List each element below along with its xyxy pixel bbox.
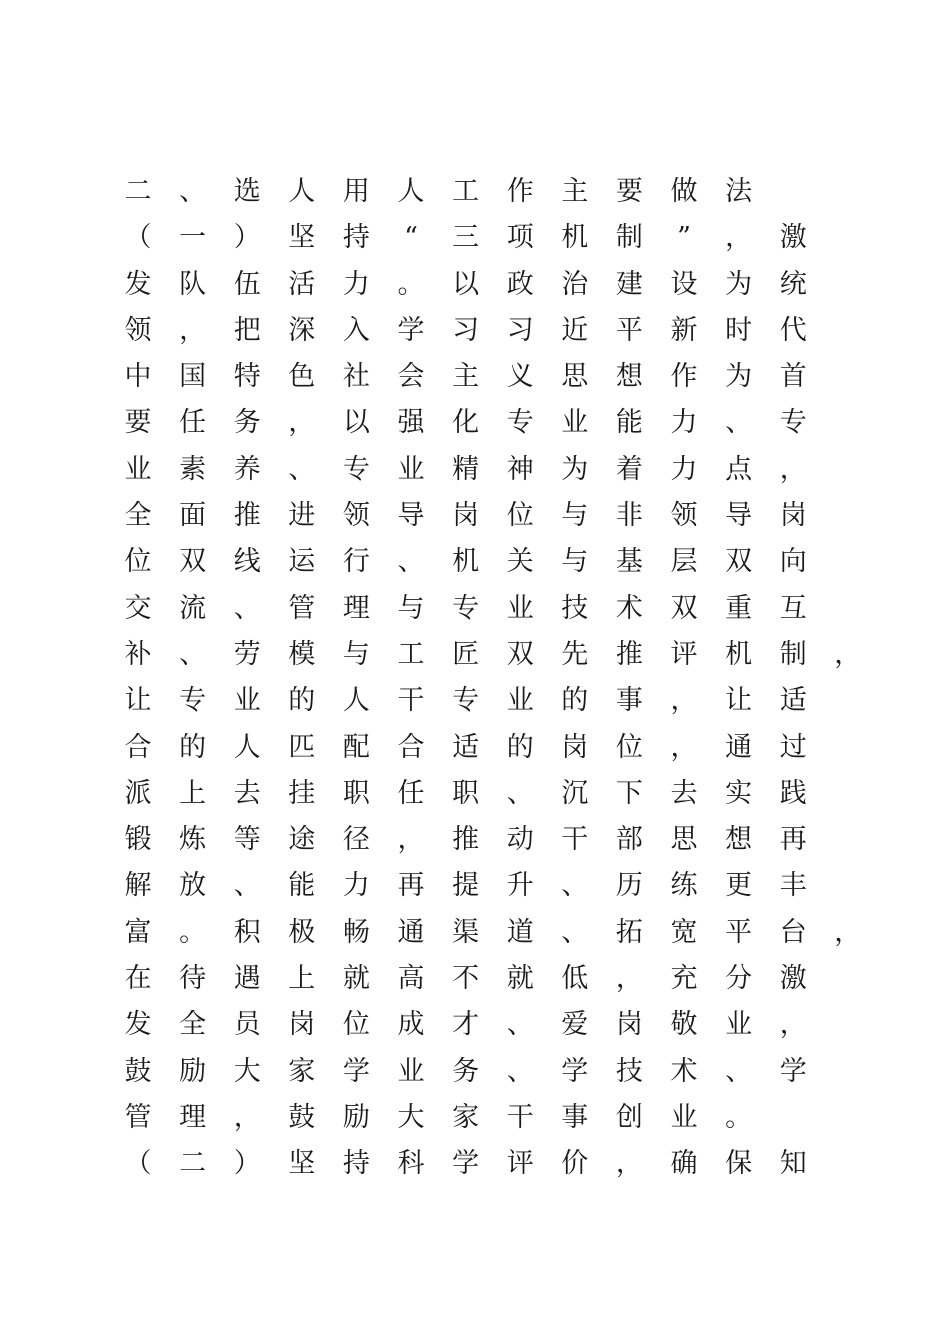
text-line: 锻 炼 等 途 径 ， 推 动 干 部 思 想 再 bbox=[124, 824, 807, 856]
text-line: 位 双 线 运 行 、 机 关 与 基 层 双 向 bbox=[124, 546, 807, 578]
text-line: 解 放 、 能 力 再 提 升 、 历 练 更 丰 bbox=[124, 870, 807, 902]
text-line: 中 国 特 色 社 会 主 义 思 想 作 为 首 bbox=[124, 361, 807, 393]
text-line: （ 一 ） 坚 持 “ 三 项 机 制 ” ， 激 bbox=[124, 222, 807, 254]
text-line: （ 二 ） 坚 持 科 学 评 价 ， 确 保 知 bbox=[124, 1148, 807, 1180]
text-line: 发 全 员 岗 位 成 才 、 爱 岗 敬 业 ， bbox=[124, 1009, 807, 1041]
text-line: 全 面 推 进 领 导 岗 位 与 非 领 导 岗 bbox=[124, 500, 807, 532]
text-line: 富 。 积 极 畅 通 渠 道 、 拓 宽 平 台 ， bbox=[124, 916, 862, 948]
text-line: 发 队 伍 活 力 。 以 政 治 建 设 为 统 bbox=[124, 268, 807, 300]
text-line: 鼓 励 大 家 学 业 务 、 学 技 术 、 学 bbox=[124, 1055, 807, 1087]
text-line: 交 流 、 管 理 与 专 业 技 术 双 重 互 bbox=[124, 592, 807, 624]
text-line: 在 待 遇 上 就 高 不 就 低 ， 充 分 激 bbox=[124, 963, 807, 995]
section-heading: 二 、 选 人 用 人 工 作 主 要 做 法 bbox=[124, 176, 753, 207]
text-line: 业 素 养 、 专 业 精 神 为 着 力 点 ， bbox=[124, 453, 807, 485]
text-line: 管 理 ， 鼓 励 大 家 干 事 创 业 。 bbox=[124, 1101, 753, 1133]
text-line: 要 任 务 ， 以 强 化 专 业 能 力 、 专 bbox=[124, 407, 807, 439]
text-line: 补 、 劳 模 与 工 匠 双 先 推 评 机 制 ， bbox=[124, 638, 862, 670]
text-line: 领 ， 把 深 入 学 习 习 近 平 新 时 代 bbox=[124, 314, 807, 346]
body-text bbox=[124, 172, 862, 1191]
text-line: 派 上 去 挂 职 任 职 、 沉 下 去 实 践 bbox=[124, 777, 807, 809]
text-line: 让 专 业 的 人 干 专 业 的 事 ， 让 适 bbox=[124, 685, 807, 717]
text-line: 合 的 人 匹 配 合 适 的 岗 位 ， 通 过 bbox=[124, 731, 807, 763]
